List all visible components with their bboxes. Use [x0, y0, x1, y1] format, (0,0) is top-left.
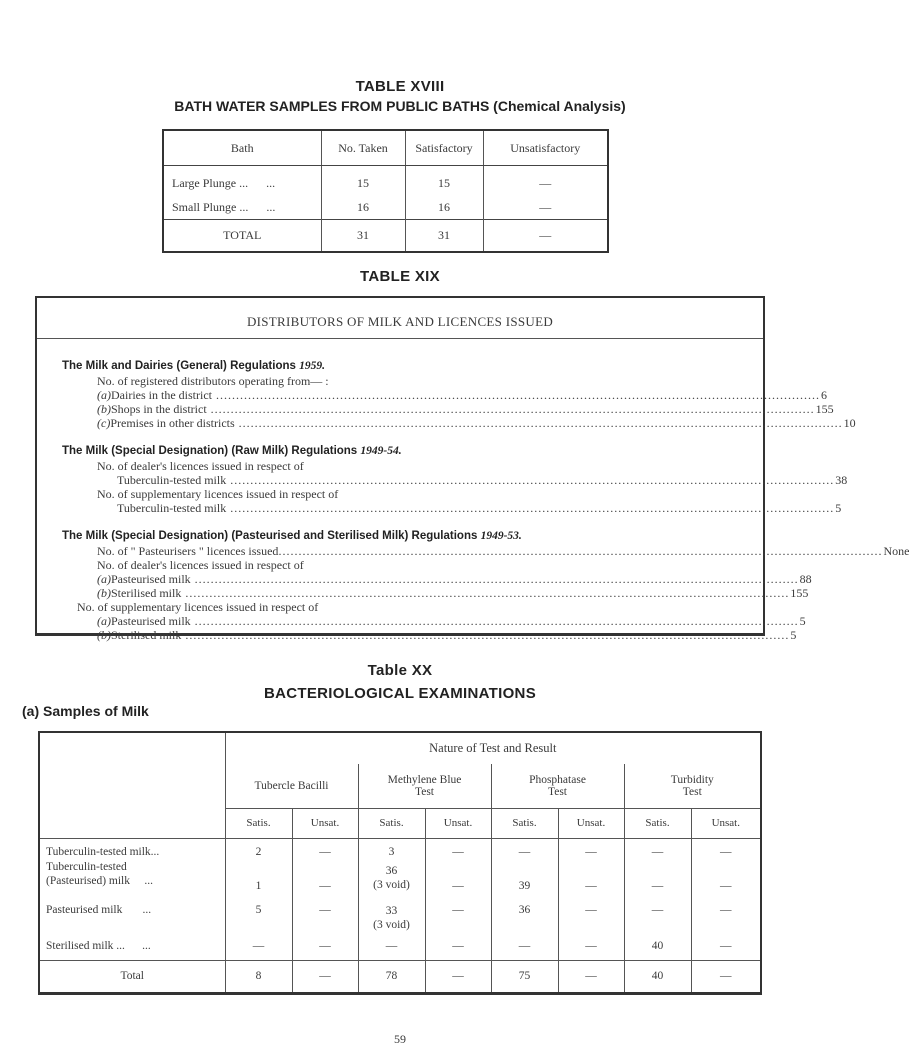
- table-cell: —: [720, 970, 732, 982]
- table-cell: —: [292, 960, 358, 993]
- row-label: Total: [39, 960, 225, 993]
- row-label: Sterilised milk ... ...: [39, 932, 225, 960]
- bath-water-table: [162, 129, 609, 253]
- total-row: [39, 960, 761, 993]
- bacteriological-table: [38, 731, 762, 995]
- table-cell: —: [358, 932, 425, 960]
- table-cell: —: [624, 860, 691, 892]
- table-cell: 36: [491, 892, 558, 932]
- row-label: Tuberculin-tested (Pasteurised) milk ...: [39, 860, 225, 892]
- table-cell: —: [292, 860, 358, 892]
- total-satisfactory: 31: [405, 219, 483, 252]
- no-taken: 15: [321, 166, 405, 196]
- satisfactory: 16: [405, 196, 483, 220]
- bath-name: Large Plunge ... ...: [163, 166, 321, 196]
- table-cell: 78: [358, 960, 425, 993]
- list-item: (b) Shops in the district ....................................................................................................................................................... 155: [97, 402, 834, 416]
- table-cell: —: [558, 860, 624, 892]
- table-row: [39, 892, 761, 932]
- page-number: 59: [394, 1032, 406, 1046]
- sub-header: Unsat.: [292, 808, 358, 838]
- total-row: [163, 219, 608, 252]
- table-cell: 33 (3 void): [358, 892, 425, 932]
- group-header: Nature of Test and Result: [429, 741, 557, 755]
- list-item: Tuberculin-tested milk ....................................................................................................................................................... 38: [117, 473, 848, 487]
- unsatisfactory: —: [539, 176, 552, 191]
- list-item: No. of dealer's licences issued in respect of: [97, 558, 304, 572]
- row-label: Tuberculin-tested milk...: [39, 838, 225, 860]
- satisfactory: 15: [405, 166, 483, 196]
- table-cell: —: [624, 892, 691, 932]
- table-20-number: Table XX: [367, 662, 433, 679]
- table-cell: —: [720, 846, 732, 859]
- test-header: Methylene Blue Test: [358, 764, 491, 808]
- no-taken: 16: [321, 196, 405, 220]
- table-row: [163, 166, 608, 196]
- list-item: (b) Sterilised milk ....................................................................................................................................................... 5: [97, 628, 797, 642]
- table-row: [163, 196, 608, 220]
- table-cell: —: [292, 838, 358, 860]
- divider: [37, 338, 763, 339]
- section-title: The Milk (Special Designation) (Raw Milk) Regulations 1949-54.: [62, 445, 402, 457]
- table-cell: —: [720, 880, 732, 892]
- list-item: (a) Dairies in the district ....................................................................................................................................................... 6: [97, 388, 827, 402]
- table-row: [39, 838, 761, 860]
- table-cell: —: [491, 838, 558, 860]
- list-item: (b) Sterilised milk ....................................................................................................................................................... 155: [97, 586, 809, 600]
- table-18-title: BATH WATER SAMPLES FROM PUBLIC BATHS (Chemical Analysis): [174, 98, 626, 114]
- table-cell: —: [558, 932, 624, 960]
- unsatisfactory: —: [539, 199, 552, 214]
- table-cell: 8: [225, 960, 292, 993]
- list-item: (c) Premises in other districts ....................................................................................................................................................... 10: [97, 416, 856, 430]
- list-item: No. of registered distributors operating from— :: [97, 374, 329, 388]
- sub-header: Unsat.: [425, 808, 491, 838]
- test-header: Turbidity Test: [624, 764, 761, 808]
- table-cell: 39: [491, 860, 558, 892]
- total-label: TOTAL: [163, 219, 321, 252]
- table-cell: 3: [358, 838, 425, 860]
- table-19-number: TABLE XIX: [360, 268, 440, 285]
- test-header: Phosphatase Test: [491, 764, 624, 808]
- sub-header: Satis.: [491, 808, 558, 838]
- table-cell: —: [425, 960, 491, 993]
- table-cell: —: [558, 838, 624, 860]
- table-cell: —: [624, 838, 691, 860]
- table-cell: 5: [225, 892, 292, 932]
- table-cell: 2: [225, 838, 292, 860]
- table-cell: —: [425, 860, 491, 892]
- table-cell: 40: [624, 932, 691, 960]
- bath-name: Small Plunge ... ...: [163, 196, 321, 220]
- table-cell: —: [292, 892, 358, 932]
- table-cell: —: [720, 904, 732, 916]
- header-unsatisfactory: Unsatisfactory: [483, 130, 608, 166]
- sub-header: Satis.: [225, 808, 292, 838]
- row-label: Pasteurised milk ...: [39, 892, 225, 932]
- table-cell: —: [225, 932, 292, 960]
- table-cell: —: [292, 932, 358, 960]
- total-no-taken: 31: [321, 219, 405, 252]
- table-cell: 36 (3 void): [358, 860, 425, 892]
- header-bath: Bath: [163, 130, 321, 166]
- list-item: No. of " Pasteurisers " licences issued ....................................................................................................................................................... None: [97, 544, 909, 558]
- list-item: No. of supplementary licences issued in respect of: [77, 600, 319, 614]
- table-cell: —: [425, 838, 491, 860]
- table-18-number: TABLE XVIII: [355, 78, 445, 95]
- sub-header: Satis.: [624, 808, 691, 838]
- sub-header: Satis.: [358, 808, 425, 838]
- section-title: The Milk and Dairies (General) Regulations 1959.: [62, 360, 325, 372]
- header-no-taken: No. Taken: [321, 130, 405, 166]
- table-cell: —: [425, 932, 491, 960]
- test-header: Tubercle Bacilli: [225, 764, 358, 808]
- table-20-title: BACTERIOLOGICAL EXAMINATIONS: [263, 685, 536, 702]
- table-row: [39, 860, 761, 892]
- table-20-subtitle: (a) Samples of Milk: [22, 703, 149, 719]
- list-item: (a) Pasteurised milk ....................................................................................................................................................... 5: [97, 614, 806, 628]
- header-satisfactory: Satisfactory: [405, 130, 483, 166]
- list-item: No. of dealer's licences issued in respect of: [97, 459, 304, 473]
- table-19-caption: DISTRIBUTORS OF MILK AND LICENCES ISSUED: [246, 314, 554, 329]
- list-item: (a) Pasteurised milk ....................................................................................................................................................... 88: [97, 572, 812, 586]
- list-item: Tuberculin-tested milk ....................................................................................................................................................... 5: [117, 501, 842, 515]
- table-cell: —: [491, 932, 558, 960]
- table-row: [39, 932, 761, 960]
- table-cell: —: [720, 939, 732, 952]
- table-cell: 1: [225, 860, 292, 892]
- sub-header: Unsat.: [558, 808, 624, 838]
- table-cell: —: [558, 892, 624, 932]
- section-title: The Milk (Special Designation) (Pasteurised and Sterilised Milk) Regulations 1949-53.: [62, 530, 522, 542]
- milk-distributors-box: [35, 296, 909, 642]
- table-cell: 40: [624, 960, 691, 993]
- list-item: No. of supplementary licences issued in respect of: [97, 487, 339, 501]
- table-cell: —: [425, 892, 491, 932]
- sub-header: Unsat.: [691, 808, 761, 838]
- total-unsatisfactory: —: [483, 219, 608, 252]
- table-cell: —: [558, 960, 624, 993]
- table-cell: 75: [491, 960, 558, 993]
